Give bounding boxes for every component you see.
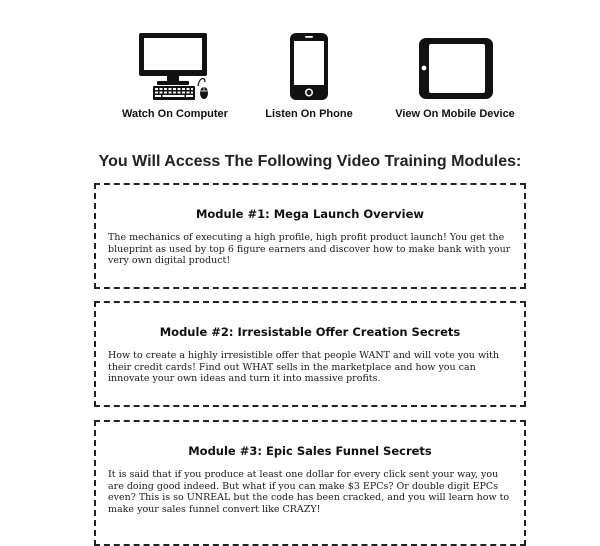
device-tablet [375,30,535,120]
module-title: Module #2: Irresistable Offer Creation Secrets [159,325,461,339]
device-label: View On Mobile Device [395,108,515,120]
module-description: The mechanics of executing a high profile, high profit product launch! You get the blueprint as used by top 6 figure earners and discover how to make bank with your very own digital product! [108,232,511,267]
module-description: It is said that if you produce at least one dollar for every click sent your way, you are doing good indeed. But what if you can make $3 EPCs? Or double digit EPCs even? This is so UNREAL but the code has been cracked, and you will learn how to make your sales funnel convert like CRAZY! [108,469,510,515]
module-card-1 [94,183,526,289]
device-label: Watch On Computer [122,108,228,120]
tablet-icon [415,30,495,102]
module-card-2 [94,301,526,407]
phone-icon [287,30,331,102]
module-description: How to create a highly irresistible offer that people WANT and will vote you with their credit cards! Find out WHAT sells in the marketplace and how you can innovate your own ideas and turn it into massive profits. [108,350,500,385]
module-title: Module #1: Mega Launch Overview [195,207,425,221]
desktop-computer-icon [135,30,215,102]
device-options [0,0,600,130]
section-title: You Will Access The Following Video Training Modules: [98,153,522,170]
device-label: Listen On Phone [265,108,353,120]
module-card-3 [94,420,526,546]
module-title: Module #3: Epic Sales Funnel Secrets [188,444,432,458]
device-phone [229,30,389,120]
